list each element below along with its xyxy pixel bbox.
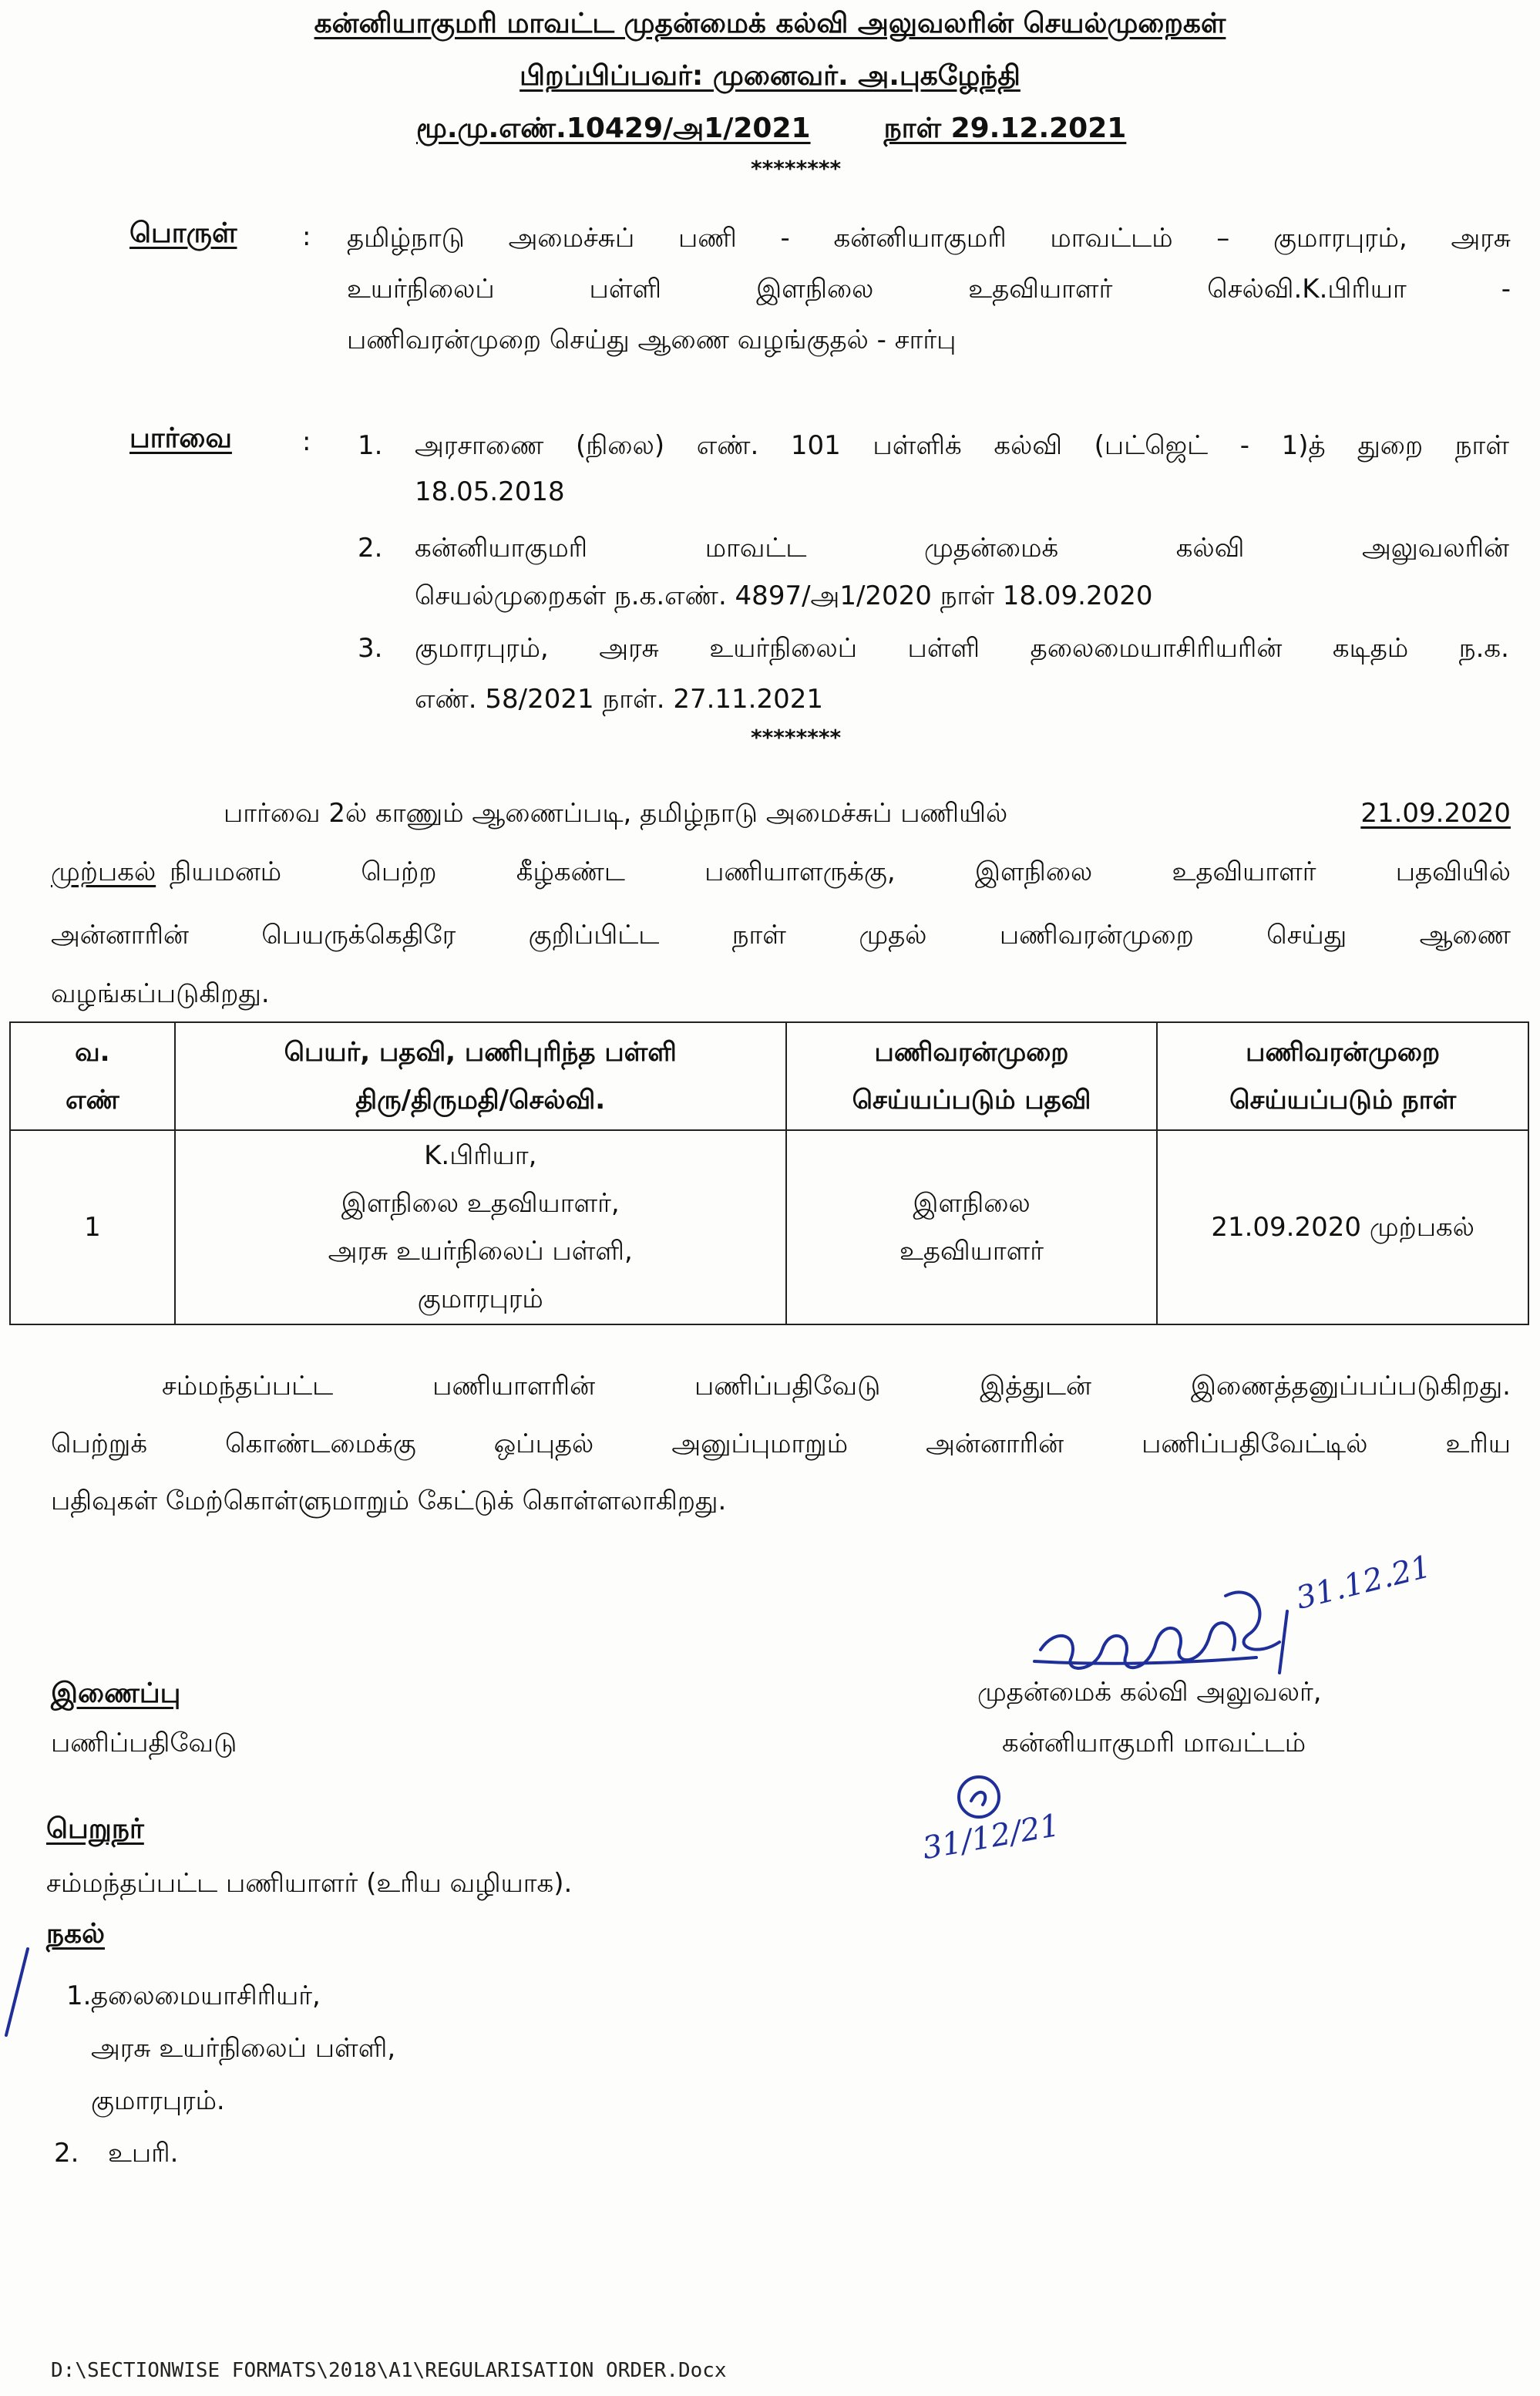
reference-2-num: 2. bbox=[358, 533, 383, 564]
body-line-1-text: பார்வை 2ல் காணும் ஆணைப்படி, தமிழ்நாடு அமைச்சுப் பணியில் bbox=[224, 798, 1008, 829]
reference-1-num: 1. bbox=[358, 430, 383, 461]
reference-3-num: 3. bbox=[358, 633, 383, 664]
signatory-district: கன்னியாகுமரி மாவட்டம் bbox=[1002, 1728, 1306, 1758]
reference-3-line-1: குமாரபுரம், அரசு உயர்நிலைப் பள்ளி தலைமையாசிரியரின் கடிதம் ந.க. bbox=[415, 633, 1509, 664]
cell-sno: 1 bbox=[10, 1130, 175, 1324]
closing-line-1 bbox=[162, 1361, 1511, 1412]
reference-colon: : bbox=[302, 426, 311, 457]
enclosure-item: பணிப்பதிவேடு bbox=[51, 1728, 237, 1758]
subject-label: பொருள் bbox=[129, 217, 237, 249]
body-line-2-text: நியமனம் பெற்ற கீழ்கண்ட பணியாளருக்கு, இளநிலை உதவியாளர் பதவியில் bbox=[170, 856, 1511, 887]
footer-file-path: D:\SECTIONWISE FORMATS\2018\A1\REGULARISATION ORDER.Docx bbox=[51, 2359, 727, 2382]
separator-stars: ******** bbox=[751, 156, 842, 181]
ref-date: நாள் 29.12.2021 bbox=[883, 113, 1127, 144]
recipient-text: சம்மந்தப்பட்ட பணியாளர் (உரிய வழியாக). bbox=[46, 1868, 573, 1899]
closing-line-1-text: சம்மந்தப்பட்ட பணியாளரின் பணிப்பதிவேடு இத்துடன் இணைத்தனுப்பப்படுகிறது. bbox=[162, 1371, 1511, 1402]
body-forenoon: முற்பகல் bbox=[51, 856, 156, 887]
header-date: பணிவரன்முறை செய்யப்படும் நாள் bbox=[1157, 1022, 1528, 1130]
copy-1-line-2: அரசு உயர்நிலைப் பள்ளி, bbox=[91, 2033, 396, 2064]
reference-3-line-2: எண். 58/2021 நாள். 27.11.2021 bbox=[415, 684, 824, 715]
initial-circle-mark bbox=[948, 1770, 1010, 1824]
copy-1-line-3: குமாரபுரம். bbox=[91, 2085, 225, 2116]
issued-by: பிறப்பிப்பவர்: முனைவர். அ.புகழேந்தி bbox=[519, 60, 1021, 92]
reference-2-line-1: கன்னியாகுமரி மாவட்ட முதன்மைக் கல்வி அலுவலரின் bbox=[415, 533, 1509, 564]
reference-1-line-2: 18.05.2018 bbox=[415, 476, 565, 507]
recipient-label: பெறுநர் bbox=[46, 1813, 144, 1845]
table-row bbox=[10, 1130, 1528, 1324]
cell-post: இளநிலை உதவியாளர் bbox=[786, 1130, 1158, 1324]
initial-date: 31/12/21 bbox=[920, 1807, 1063, 1867]
copy-2-num: 2. bbox=[54, 2138, 79, 2169]
reference-2-line-2: செயல்முறைகள் ந.க.எண். 4897/அ1/2020 நாள் 18.09.2020 bbox=[415, 580, 1153, 611]
closing-line-2: பெற்றுக் கொண்டமைக்கு ஒப்புதல் அனுப்புமாறும் அன்னாரின் பணிப்பதிவேட்டில் உரிய bbox=[51, 1429, 1511, 1459]
subject-line-3: பணிவரன்முறை செய்து ஆணை வழங்குதல் - சார்பு bbox=[347, 325, 957, 355]
subject-line-1: தமிழ்நாடு அமைச்சுப் பணி - கன்னியாகுமரி மாவட்டம் – குமாரபுரம், அரசு bbox=[347, 223, 1511, 254]
header-post: பணிவரன்முறை செய்யப்படும் பதவி bbox=[786, 1022, 1158, 1130]
table-header-row bbox=[10, 1022, 1528, 1130]
enclosure-label: இணைப்பு bbox=[51, 1678, 181, 1709]
signature-date: 31.12.21 bbox=[1293, 1549, 1435, 1617]
subject-line-2: உயர்நிலைப் பள்ளி இளநிலை உதவியாளர் செல்வி.K.பிரியா - bbox=[347, 274, 1511, 305]
copy-1-line-1: தலைமையாசிரியர், bbox=[91, 1980, 321, 2011]
header-name: பெயர், பதவி, பணிபுரிந்த பள்ளி திரு/திருமதி/செல்வி. bbox=[175, 1022, 786, 1130]
subject-colon: : bbox=[302, 221, 311, 252]
ref-no: மூ.மு.எண்.10429/அ1/2021 bbox=[416, 113, 811, 144]
body-line-1 bbox=[224, 788, 1511, 839]
body-date: 21.09.2020 bbox=[1360, 798, 1511, 829]
reference-label: பார்வை bbox=[129, 422, 232, 454]
body-line-4: வழங்கப்படுகிறது. bbox=[51, 978, 270, 1009]
body-line-3: அன்னாரின் பெயருக்கெதிரே குறிப்பிட்ட நாள் முதல் பணிவரன்முறை செய்து ஆணை bbox=[51, 920, 1511, 951]
signatory-title: முதன்மைக் கல்வி அலுவலர், bbox=[977, 1677, 1322, 1708]
copy-1-num: 1. bbox=[66, 1980, 92, 2011]
separator-stars-2: ******** bbox=[751, 725, 842, 750]
copy-label: நகல் bbox=[46, 1918, 106, 1950]
office-title: கன்னியாகுமரி மாவட்ட முதன்மைக் கல்வி அலுவலரின் செயல்முறைகள் bbox=[314, 8, 1226, 39]
closing-line-3: பதிவுகள் மேற்கொள்ளுமாறும் கேட்டுக் கொள்ளலாகிறது. bbox=[51, 1486, 727, 1516]
ref-number bbox=[416, 113, 1126, 148]
body-line-2 bbox=[51, 846, 1511, 897]
cell-date: 21.09.2020 முற்பகல் bbox=[1157, 1130, 1528, 1324]
header-sno: வ. எண் bbox=[10, 1022, 175, 1130]
regularisation-table bbox=[9, 1021, 1529, 1325]
cell-name: K.பிரியா, இளநிலை உதவியாளர், அரசு உயர்நிலைப் பள்ளி, குமாரபுரம் bbox=[175, 1130, 786, 1324]
copy-2-line-1: உபரி. bbox=[108, 2138, 179, 2169]
margin-tick-mark bbox=[2, 1943, 32, 2043]
reference-1-line-1: அரசாணை (நிலை) எண். 101 பள்ளிக் கல்வி (பட்ஜெட் - 1)த் துறை நாள் bbox=[415, 430, 1509, 461]
